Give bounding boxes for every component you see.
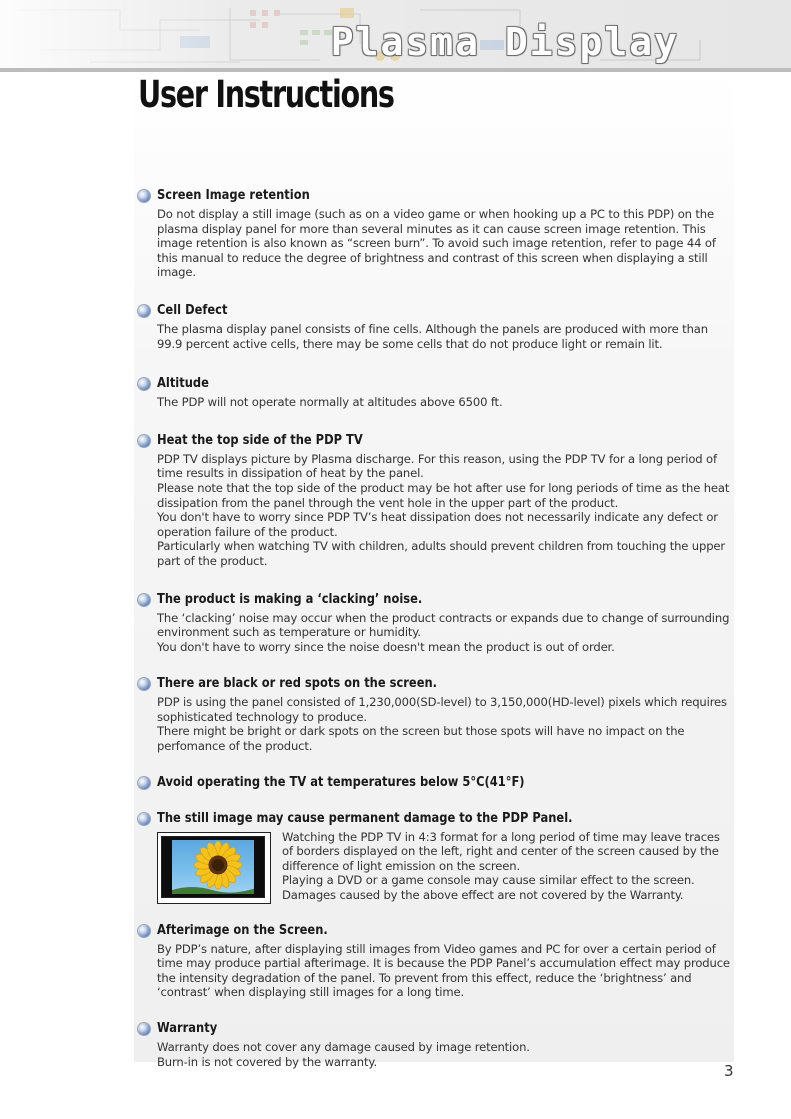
section-paragraph: Watching the PDP TV in 4:3 format for a long period of time may leave traces of borders displayed on the left, right and center of the screen caused by the difference of light emission on the screen.: [282, 829, 720, 873]
section-paragraph: Do not display a still image (such as on a video game or when hooking up a PC to this PDP) on the plasma display panel for more than several minutes as it can cause screen image retention. This image retention is also known as “screen burn”. To avoid such image retention, refer to page 44 of this manual to reduce the degree of brightness and contrast of this screen when displaying a still image.: [157, 207, 716, 280]
bullet-icon: [138, 190, 150, 202]
section-heading: Warranty: [157, 1020, 218, 1037]
bullet-icon: [138, 305, 150, 317]
bullet-icon: [138, 1023, 150, 1035]
instruction-section: [138, 1018, 732, 1069]
section-heading: Heat the top side of the PDP TV: [157, 431, 363, 448]
section-paragraph: The ‘clacking’ noise may occur when the product contracts or expands due to change of surrounding environment such as temperature or humidity.: [157, 610, 730, 640]
sunflower-tv-image: [157, 832, 271, 904]
instruction-section: [138, 808, 732, 904]
section-heading: Cell Defect: [157, 301, 228, 318]
section-body: [157, 611, 732, 655]
section-paragraph: The plasma display panel consists of fine cells. Although the panels are produced with more than 99.9 percent active cells, there may be some cells that do not produce light or remain lit.: [157, 321, 708, 351]
page-title: User Instructions: [138, 73, 394, 116]
bullet-icon: [138, 378, 150, 390]
bullet-icon: [138, 813, 150, 825]
section-body: [282, 830, 732, 903]
section-body: [157, 207, 732, 280]
section-paragraph: There might be bright or dark spots on the screen but those spots will have no impact on the perfomance of the product.: [157, 724, 685, 754]
instruction-section: [138, 185, 732, 280]
bullet-icon: [138, 435, 150, 447]
instruction-section: [138, 673, 732, 753]
instruction-section: [138, 300, 732, 351]
instruction-list: [138, 167, 732, 1069]
section-heading: Afterimage on the Screen.: [157, 921, 328, 938]
section-paragraph: The PDP will not operate normally at altitudes above 6500 ft.: [157, 395, 503, 410]
section-paragraph: Particularly when watching TV with children, adults should prevent children from touching the upper part of the product.: [157, 539, 726, 568]
section-heading: The still image may cause permanent damage to the PDP Panel.: [157, 809, 573, 826]
section-body: [157, 322, 732, 351]
instruction-section: [138, 373, 732, 410]
section-heading: Avoid operating the TV at temperatures below 5°C(41°F): [157, 773, 525, 790]
instruction-section: [138, 589, 732, 655]
section-body: [157, 695, 732, 753]
sunflower-graphic: [172, 840, 254, 894]
page-number: 3: [724, 1062, 734, 1080]
section-paragraph: By PDP’s nature, after displaying still images from Video games and PC for over a certain period of time may produce partial afterimage. It is because the PDP Panel’s accumulation effect may produce the intensity degradation of the panel. To prevent from this effect, reduce the ‘brightness’ and ‘contrast’ when displaying still images for a long time.: [157, 941, 730, 1000]
section-paragraph: PDP TV displays picture by Plasma discharge. For this reason, using the PDP TV for a long period of time results in dissipation of heat by the panel.: [157, 451, 717, 481]
section-body: [157, 452, 732, 569]
instruction-section: [138, 430, 732, 569]
banner-title: Plasma Display: [330, 20, 679, 64]
section-paragraph: You don't have to worry since the noise doesn't mean the product is out of order.: [157, 639, 615, 654]
section-paragraph: Please note that the top side of the product may be hot after use for long periods of time as the heat dissipation from the panel through the vent hole in the upper part of the product.: [157, 480, 730, 510]
bullet-icon: [138, 777, 150, 789]
bullet-icon: [138, 594, 150, 606]
section-paragraph: PDP is using the panel consisted of 1,230,000(SD-level) to 3,150,000(HD-level) pixels which requires sophisticated technology to produce.: [157, 695, 727, 724]
section-heading: Altitude: [157, 375, 209, 392]
instruction-section: [138, 772, 732, 792]
bullet-icon: [138, 925, 150, 937]
section-paragraph: Warranty does not cover any damage caused by image retention.: [157, 1040, 530, 1055]
section-paragraph: You don't have to worry since PDP TV’s heat dissipation does not necessarily indicate any defect or operation failure of the product.: [157, 510, 718, 539]
section-body: [157, 395, 732, 410]
section-paragraph: Burn-in is not covered by the warranty.: [157, 1054, 377, 1069]
header-banner: [0, 0, 791, 72]
image-text-row: [157, 830, 732, 904]
bullet-icon: [138, 678, 150, 690]
section-heading: Screen Image retention: [157, 187, 310, 203]
section-body: [157, 1040, 732, 1069]
section-heading: The product is making a ‘clacking’ noise.: [157, 590, 423, 607]
section-paragraph: Damages caused by the above effect are not covered by the Warranty.: [282, 888, 684, 903]
section-paragraph: Playing a DVD or a game console may cause similar effect to the screen.: [282, 873, 695, 888]
instruction-section: [138, 920, 732, 1000]
section-heading: There are black or red spots on the screen.: [157, 675, 438, 692]
section-body: [157, 942, 732, 1000]
